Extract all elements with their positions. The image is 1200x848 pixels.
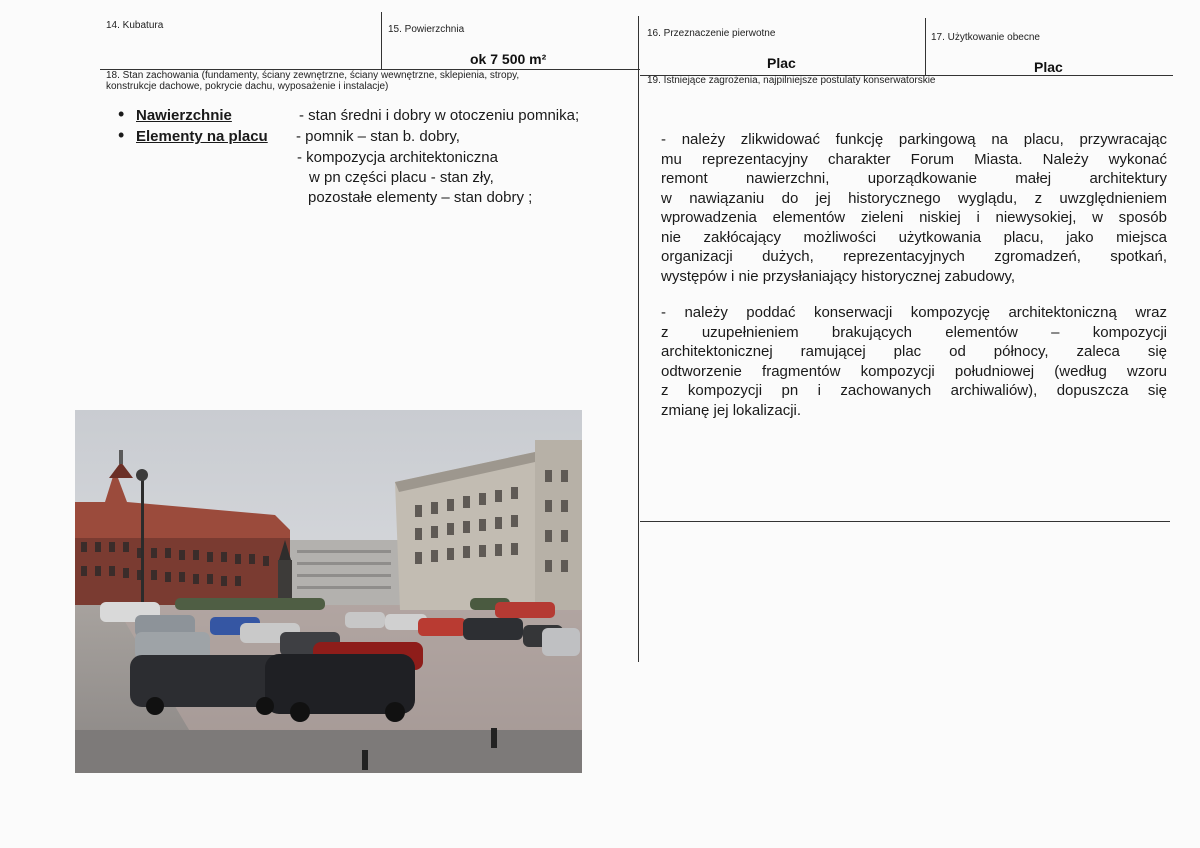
recommendation-paragraph-2 [661, 303, 1167, 420]
section18-label-line2: konstrukcje dachowe, pokrycie dachu, wyposażenie i instalacje) [106, 81, 389, 92]
przeznaczenie-value: Plac [767, 55, 796, 71]
text-line: architektonicznej ramującej plac od północy, zaleca się [661, 343, 1167, 360]
text-line: z uzupełnieniem brakujących elementów – kompozycji [661, 323, 1167, 341]
kubatura-label: 14. Kubatura [106, 20, 164, 31]
col-divider-main [638, 16, 639, 662]
text-line: organizacji dużych, reprezentacyjnych zgromadzeń, spotkań, [661, 248, 1167, 265]
condition-term: Nawierzchnie [136, 107, 232, 124]
text-line: wprowadzenia elementów zieleni niskiej i niewysokiej, w sposób [661, 209, 1167, 226]
uzytkowanie-value: Plac [1034, 59, 1063, 75]
square-photo [75, 410, 582, 773]
przeznaczenie-label: 16. Przeznaczenie pierwotne [647, 28, 776, 39]
condition-continuation-3: pozostałe elementy – stan dobry ; [308, 189, 533, 206]
powierzchnia-value: ok 7 500 m² [470, 51, 547, 67]
bullet-icon: • [118, 104, 125, 124]
text-line: z kompozycji pn i zachowanych archiwaliów), dopuszcza się [661, 382, 1167, 399]
col-divider-16-17 [925, 18, 926, 75]
text-line: - należy poddać konserwacji kompozycję architektoniczną wraz [661, 304, 1167, 321]
uzytkowanie-label: 17. Użytkowanie obecne [931, 32, 1040, 43]
condition-term: Elementy na placu [136, 128, 268, 145]
section19-bottom-rule [640, 521, 1170, 522]
powierzchnia-label: 15. Powierzchnia [388, 24, 465, 35]
text-line: remont nawierzchni, uporządkowanie małej architektury [661, 170, 1167, 187]
col-divider-14-15 [381, 12, 382, 69]
condition-item-surfaces [118, 104, 580, 124]
condition-item-elements [118, 125, 460, 145]
text-line: w nawiązaniu do jej historycznego wyglądu, z uwzględnieniem [661, 189, 1167, 207]
condition-continuation-1: - kompozycja architektoniczna [297, 149, 498, 166]
text-line: zmianę jej lokalizacji. [661, 401, 802, 419]
recommendation-paragraph-1 [661, 130, 1167, 286]
section18-label-line1: 18. Stan zachowania (fundamenty, ściany zewnętrzne, ściany wewnętrzne, sklepienia, stropy, [106, 70, 520, 81]
section19-label: 19. Istniejące zagrożenia, najpilniejsze postulaty konserwatorskie [647, 75, 936, 86]
text-line: mu reprezentacyjny charakter Forum Miasta. Należy wykonać [661, 150, 1167, 168]
text-line: występów i nie przysłaniający historycznej zabudowy, [661, 267, 1016, 285]
text-line: nie zakłócający możliwości użytkowania placu, jako miejsca [661, 228, 1167, 246]
text-line: odtworzenie fragmentów kompozycji południowej (według wzoru [661, 362, 1167, 380]
text-line: - należy zlikwidować funkcję parkingową na placu, przywracając [661, 131, 1167, 148]
bullet-icon: • [118, 125, 125, 145]
condition-desc: - pomnik – stan b. dobry, [296, 128, 460, 145]
condition-continuation-2: w pn części placu - stan zły, [309, 169, 494, 186]
condition-desc: - stan średni i dobry w otoczeniu pomnika; [299, 107, 580, 124]
